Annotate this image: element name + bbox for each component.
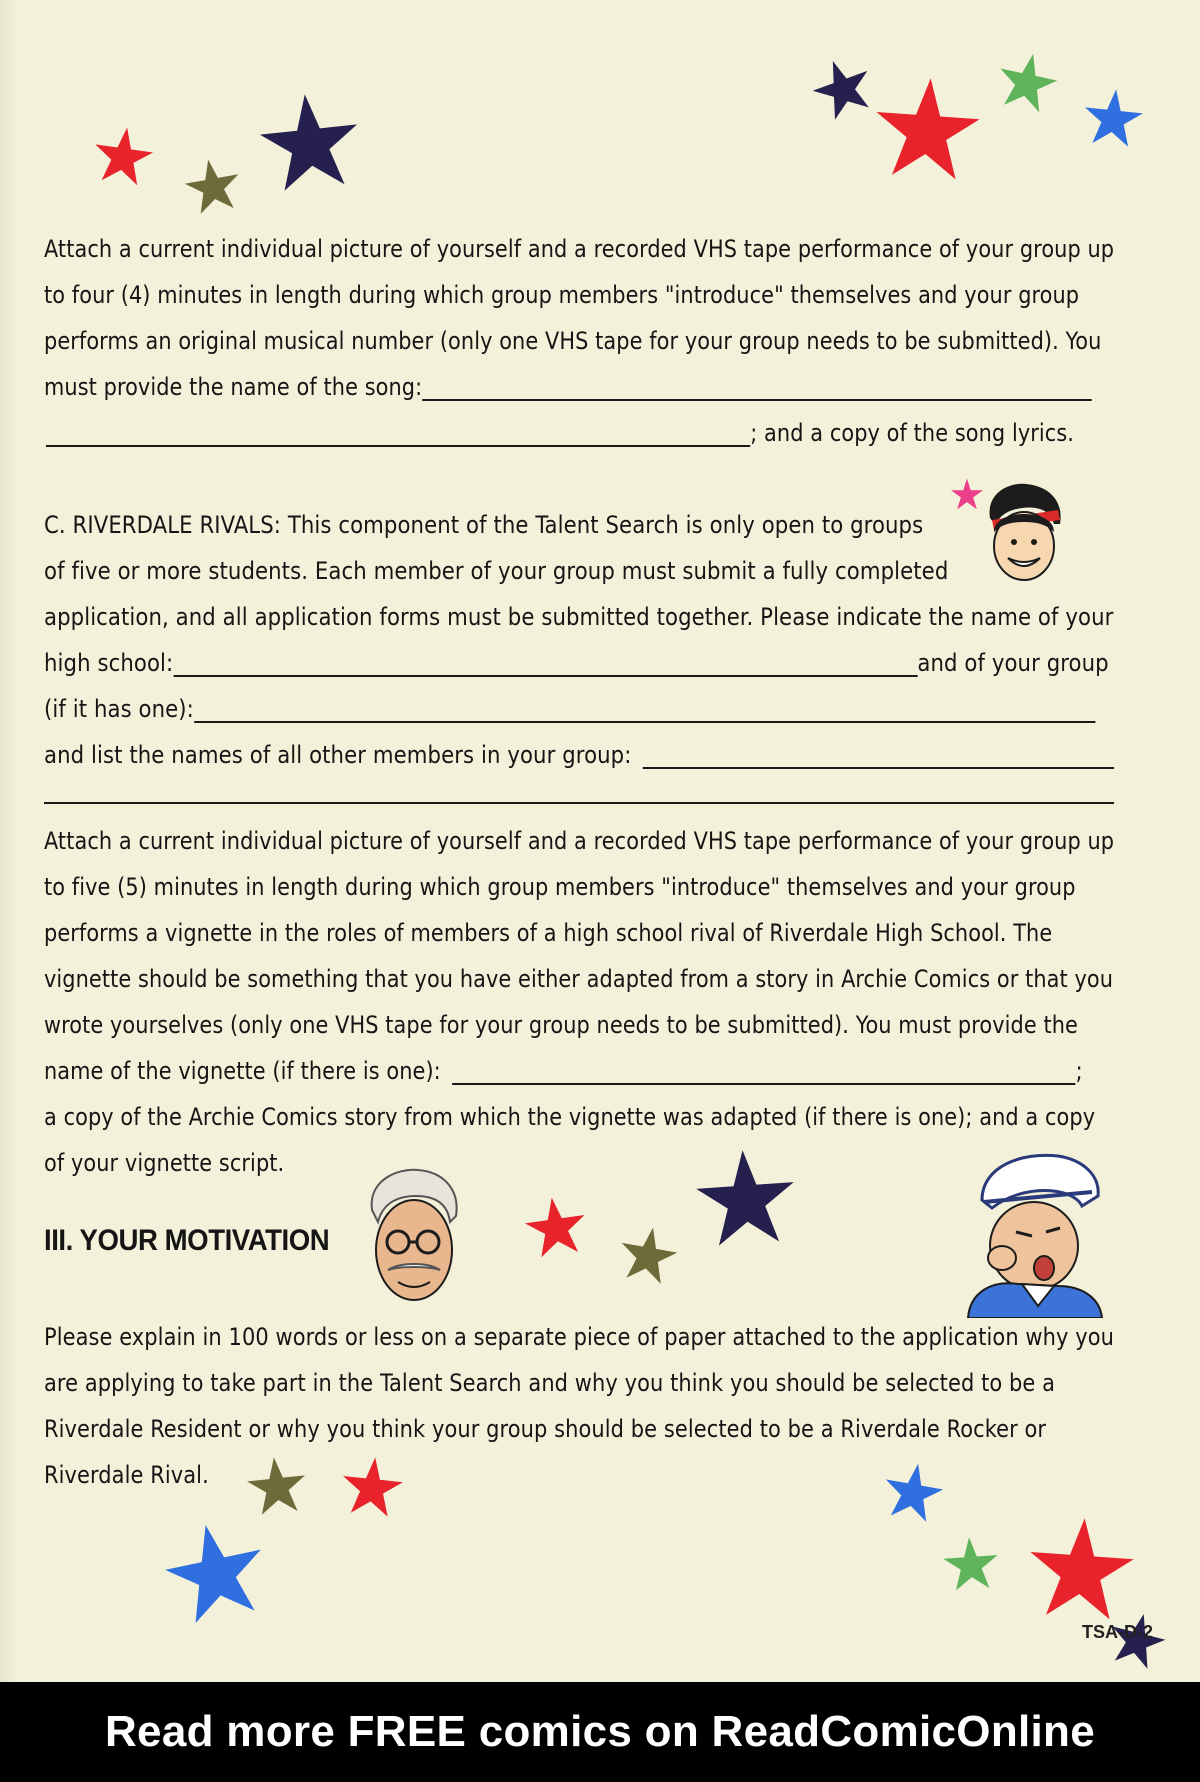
section-c-heading-line: C. RIVERDALE RIVALS: This component of the Talent Search is only open to groups: [44, 511, 924, 539]
blue-star-icon: [1082, 88, 1144, 150]
text-line: [44, 686, 1114, 732]
navy-star-icon: [258, 92, 362, 196]
group-name-field[interactable]: [194, 693, 1095, 723]
text-line: [44, 364, 1114, 410]
vignette-name-field[interactable]: [452, 1055, 1075, 1085]
olive-star-icon: [184, 158, 242, 216]
text-line: to five (5) minutes in length during which group members "introduce" themselves and your group: [44, 873, 1076, 901]
navy-star-icon: [812, 58, 874, 120]
page-code: TSA-D-2: [1082, 1622, 1153, 1642]
high-school-label: high school:: [44, 649, 174, 677]
blue-star-icon: [164, 1522, 268, 1626]
red-star-icon: [1026, 1516, 1136, 1626]
text-line: Attach a current individual picture of yourself and a recorded VHS tape performance of your group up: [44, 235, 1115, 263]
cartoon-face-principal-icon: [358, 1166, 466, 1312]
section-b-attach-paragraph: [44, 226, 1153, 456]
green-star-icon: [996, 52, 1058, 114]
text-line: Please explain in 100 words or less on a separate piece of paper attached to the application why you: [44, 1323, 1114, 1351]
song-name-field-continued[interactable]: [46, 417, 750, 447]
section-c-attach-paragraph: [44, 818, 1153, 1186]
text-line: vignette should be something that you have either adapted from a story in Archie Comics or that you: [44, 965, 1114, 993]
text-line: Riverdale Rival.: [44, 1461, 209, 1489]
high-school-field[interactable]: [173, 647, 917, 677]
section-c-riverdale-rivals: [44, 502, 1134, 778]
red-star-icon: [524, 1196, 588, 1260]
promo-banner[interactable]: [0, 1682, 1200, 1782]
text-line: application, and all application forms must be submitted together. Please indicate the name of your: [44, 603, 1114, 631]
text-line: [44, 732, 1114, 778]
song-name-label: must provide the name of the song:: [44, 373, 423, 401]
text-line: [44, 410, 1114, 456]
promo-banner-text: Read more FREE comics on ReadComicOnline: [104, 1707, 1095, 1756]
red-star-icon: [92, 126, 154, 188]
text-line: to four (4) minutes in length during which group members "introduce" themselves and your group: [44, 281, 1080, 309]
vignette-name-label: name of the vignette (if there is one):: [44, 1057, 441, 1085]
lyrics-copy-text: ; and a copy of the song lyrics.: [750, 419, 1075, 447]
text-line: are applying to take part in the Talent Search and why you think you should be selected to be a: [44, 1369, 1056, 1397]
group-name-label: and of your group: [917, 649, 1109, 677]
text-line: a copy of the Archie Comics story from which the vignette was adapted (if there is one); and a copy: [44, 1103, 1096, 1131]
members-field-continued[interactable]: [44, 802, 1114, 804]
text-line: performs an original musical number (only one VHS tape for your group needs to be submitted). You: [44, 327, 1102, 355]
olive-star-icon: [618, 1226, 678, 1286]
section-heading-motivation: III. YOUR MOTIVATION: [44, 1224, 330, 1257]
members-field[interactable]: [643, 739, 1114, 769]
motivation-paragraph: [44, 1314, 1148, 1498]
text-line: [44, 1048, 1114, 1094]
text-line: of your vignette script.: [44, 1149, 285, 1177]
green-star-icon: [942, 1536, 1000, 1594]
text-line: performs a vignette in the roles of members of a high school rival of Riverdale High School. The: [44, 919, 1053, 947]
members-label: and list the names of all other members in your group:: [44, 741, 632, 769]
text-line: Riverdale Resident or why you think your group should be selected to be a Riverdale Rocker or: [44, 1415, 1047, 1443]
song-name-field[interactable]: [422, 371, 1092, 401]
text-line: of five or more students. Each member of your group must submit a fully completed: [44, 557, 949, 585]
group-name-sub-label: (if it has one):: [44, 695, 194, 723]
text-line: wrote yourselves (only one VHS tape for your group needs to be submitted). You must provide the: [44, 1011, 1078, 1039]
red-star-icon: [872, 76, 982, 186]
text-line: [44, 640, 1114, 686]
text-line: Attach a current individual picture of yourself and a recorded VHS tape performance of your group up: [44, 827, 1115, 855]
semicolon-text: ;: [1075, 1057, 1083, 1085]
